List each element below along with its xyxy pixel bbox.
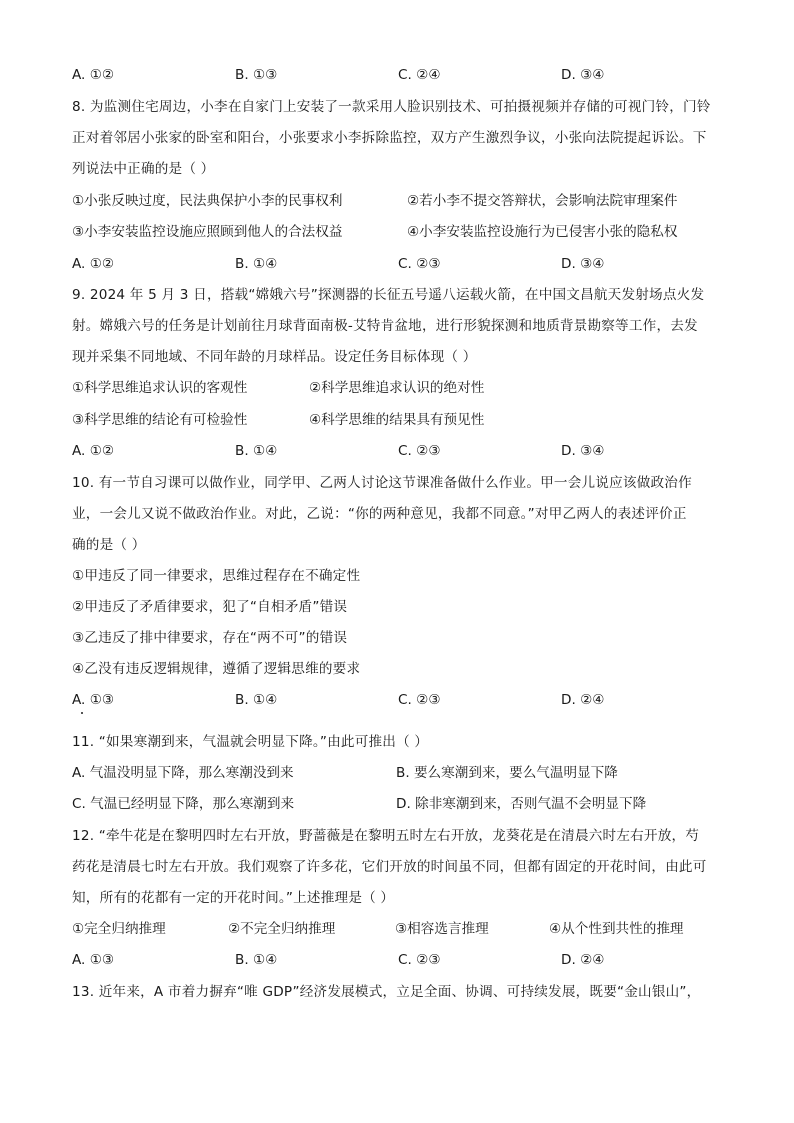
q10-option-d[interactable]: D. ②④: [561, 692, 605, 708]
q8-stem-line-2: 正对着邻居小张家的卧室和阳台，小张要求小李拆除监控，双方产生激烈争议，小张向法院提起诉讼。下: [72, 130, 707, 146]
q9-statement-1: ①科学思维追求认识的客观性: [72, 380, 248, 396]
q12-stem-line-1: 12. “牵牛花是在黎明四时左右开放，野蔷薇是在黎明五时左右开放，龙葵花是在清晨六时左右开放，芍: [72, 828, 700, 844]
q8-option-b[interactable]: B. ①④: [235, 256, 278, 272]
q10-options: [72, 690, 732, 710]
q10-option-c[interactable]: C. ②③: [398, 692, 441, 708]
q9-statement-4: ④科学思维的结果具有预见性: [309, 412, 485, 428]
q12-statement-3: ③相容选言推理: [395, 921, 489, 937]
q9-statement-2: ②科学思维追求认识的绝对性: [309, 380, 485, 396]
q11-options-row-1: [72, 763, 732, 783]
q12-statement-2: ②不完全归纳推理: [228, 921, 336, 937]
q10-stem-line-3: 确的是（ ）: [72, 537, 146, 553]
q12-option-d[interactable]: D. ②④: [561, 952, 605, 968]
q10-statement-3: ③乙违反了排中律要求，存在“两不可”的错误: [72, 630, 348, 646]
q12-statement-1: ①完全归纳推理: [72, 921, 166, 937]
q12-option-c[interactable]: C. ②③: [398, 952, 441, 968]
q13-stem-line-1: 13. 近年来，A 市着力摒弃“唯 GDP”经济发展模式，立足全面、协调、可持续发展，既要“金山银山”，: [72, 984, 701, 1000]
q10-statement-2: ②甲违反了矛盾律要求，犯了“自相矛盾”错误: [72, 599, 348, 615]
q11-stem: 11. “如果寒潮到来，气温就会明显下降。”由此可推出（ ）: [72, 734, 429, 750]
q7-option-c[interactable]: C. ②④: [398, 67, 441, 83]
q11-option-a[interactable]: A. 气温没明显下降，那么寒潮没到来: [72, 765, 294, 781]
stray-dot-mark: [81, 712, 83, 714]
q8-statement-4: ④小李安装监控设施行为已侵害小张的隐私权: [407, 224, 678, 240]
q9-options: [72, 441, 732, 461]
q7-option-b[interactable]: B. ①③: [235, 67, 278, 83]
q9-stem-line-2: 射。嫦娥六号的任务是计划前往月球背面南极-艾特肯盆地，进行形貌探测和地质背景勘察等工作，去发: [72, 318, 698, 334]
q11-option-d[interactable]: D. 除非寒潮到来，否则气温不会明显下降: [396, 796, 647, 812]
q9-statements-row-2: [72, 410, 732, 430]
q8-option-d[interactable]: D. ③④: [561, 256, 605, 272]
q10-statement-4: ④乙没有违反逻辑规律，遵循了逻辑思维的要求: [72, 661, 361, 677]
q12-statement-4: ④从个性到共性的推理: [549, 921, 684, 937]
q11-option-b[interactable]: B. 要么寒潮到来，要么气温明显下降: [396, 765, 618, 781]
q9-stem-line-3: 现并采集不同地域、不同年龄的月球样品。设定任务目标体现（ ）: [72, 349, 477, 365]
q8-statement-1: ①小张反映过度，民法典保护小李的民事权利: [72, 193, 343, 209]
q12-options: [72, 950, 732, 970]
q9-statement-3: ③科学思维的结论有可检验性: [72, 412, 248, 428]
q9-option-d[interactable]: D. ③④: [561, 443, 605, 459]
q8-stem-line-1: 8. 为监测住宅周边，小李在自家门上安装了一款采用人脸识别技术、可拍摄视频并存储的可视门铃，门铃: [72, 99, 711, 115]
q11-options-row-2: [72, 794, 732, 814]
q8-stem-line-3: 列说法中正确的是（ ）: [72, 161, 215, 177]
q8-statement-3: ③小李安装监控设施应照顾到他人的合法权益: [72, 224, 343, 240]
q10-stem-line-1: 10. 有一节自习课可以做作业，同学甲、乙两人讨论这节课准备做什么作业。甲一会儿说应该做政治作: [72, 475, 692, 491]
q10-statement-1: ①甲违反了同一律要求，思维过程存在不确定性: [72, 568, 361, 584]
q8-option-c[interactable]: C. ②③: [398, 256, 441, 272]
q12-statements: [72, 919, 732, 939]
q9-option-c[interactable]: C. ②③: [398, 443, 441, 459]
q10-option-a[interactable]: A. ①③: [72, 692, 115, 708]
q9-option-a[interactable]: A. ①②: [72, 443, 115, 459]
q8-statements-row-1: [72, 191, 732, 211]
q7-options: [72, 65, 732, 85]
q12-option-a[interactable]: A. ①③: [72, 952, 115, 968]
q12-stem-line-3: 知，所有的花都有一定的开花时间。”上述推理是（ ）: [72, 890, 395, 906]
q10-stem-line-2: 业，一会儿又说不做政治作业。对此，乙说：“你的两种意见，我都不同意。”对甲乙两人的表述评价正: [72, 506, 687, 522]
q8-option-a[interactable]: A. ①②: [72, 256, 115, 272]
q8-options: [72, 254, 732, 274]
q12-stem-line-2: 药花是清晨七时左右开放。我们观察了许多花，它们开放的时间虽不同，但都有固定的开花时间，由此可: [72, 859, 707, 875]
q7-option-a[interactable]: A. ①②: [72, 67, 115, 83]
q9-option-b[interactable]: B. ①④: [235, 443, 278, 459]
q10-option-b[interactable]: B. ①④: [235, 692, 278, 708]
q8-statements-row-2: [72, 222, 732, 242]
q9-stem-line-1: 9. 2024 年 5 月 3 日，搭载“嫦娥六号”探测器的长征五号遥八运载火箭，在中国文昌航天发射场点火发: [72, 287, 705, 303]
q7-option-d[interactable]: D. ③④: [561, 67, 605, 83]
q9-statements-row-1: [72, 378, 732, 398]
q12-option-b[interactable]: B. ①④: [235, 952, 278, 968]
q11-option-c[interactable]: C. 气温已经明显下降，那么寒潮到来: [72, 796, 295, 812]
q8-statement-2: ②若小李不提交答辩状，会影响法院审理案件: [407, 193, 678, 209]
